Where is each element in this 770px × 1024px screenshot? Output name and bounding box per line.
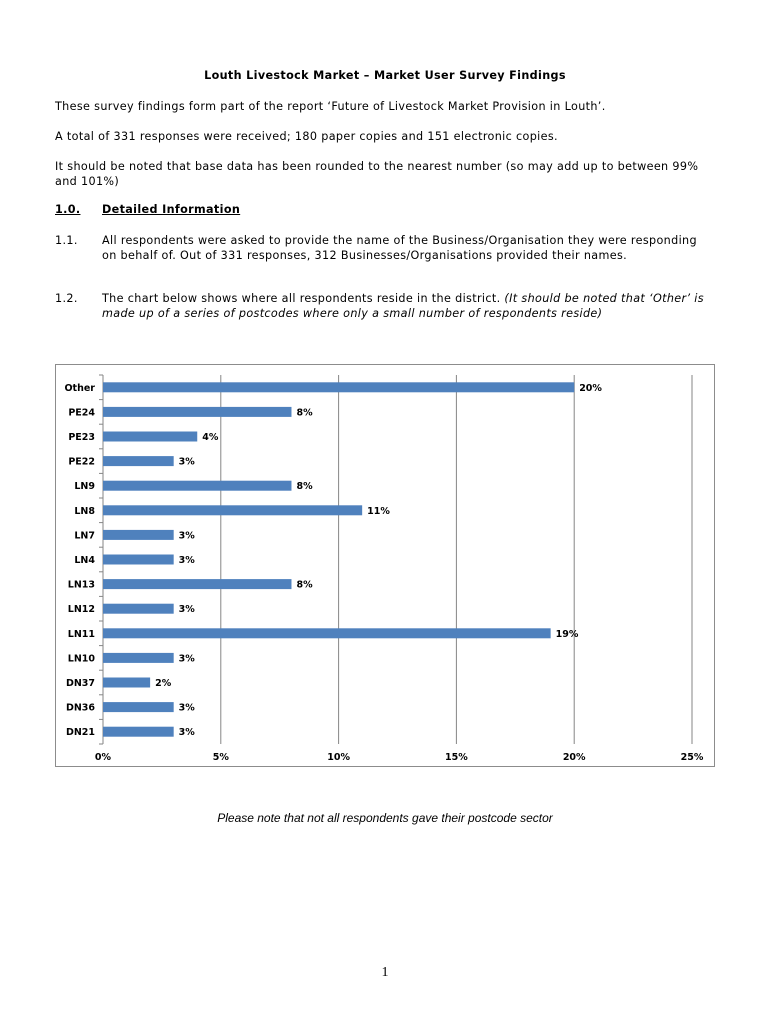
data-label: 3% <box>178 653 195 665</box>
data-label: 3% <box>178 727 195 739</box>
item-text-1-1: All respondents were asked to provide the name of the Business/Organisation they were responding on behalf of. Out of 331 responses, 312 Businesses/Organisations provided their names. <box>102 234 697 262</box>
category-label: Other <box>64 382 95 394</box>
bar <box>103 456 174 466</box>
chart-svg <box>56 365 716 768</box>
bar <box>103 678 150 688</box>
item-number-1-2: 1.2. <box>55 292 78 305</box>
category-label: PE24 <box>68 407 95 419</box>
bar <box>103 579 291 589</box>
bar <box>103 505 362 515</box>
chart-note: Please note that not all respondents gave their postcode sector <box>217 811 553 825</box>
x-tick-label: 0% <box>94 752 112 763</box>
item-number-1-1: 1.1. <box>55 234 78 247</box>
bar <box>103 382 574 392</box>
data-label: 8% <box>296 481 313 493</box>
category-label: LN9 <box>74 481 95 493</box>
section-title: Detailed Information <box>102 203 241 216</box>
x-tick-label: 15% <box>445 752 468 763</box>
bar <box>103 604 174 614</box>
data-label: 8% <box>296 407 313 419</box>
bar <box>103 727 174 737</box>
data-label: 8% <box>296 579 313 591</box>
category-label: PE22 <box>68 456 95 468</box>
data-label: 2% <box>155 678 172 689</box>
category-label: DN21 <box>65 727 95 739</box>
bar <box>103 555 174 565</box>
category-label: LN8 <box>74 505 95 517</box>
category-label: DN37 <box>65 678 95 689</box>
data-label: 3% <box>178 456 195 468</box>
item-text-1-2-italic: (It should be noted that ‘Other’ is made up of a series of postcodes where only a small number of respondents reside) <box>102 292 704 320</box>
data-label: 3% <box>178 702 195 714</box>
responses-paragraph: A total of 331 responses were received; 180 paper copies and 151 electronic copies. <box>55 130 558 143</box>
intro-paragraph: These survey findings form part of the report ‘Future of Livestock Market Provision in Louth’. <box>55 100 606 113</box>
bar <box>103 530 174 540</box>
x-tick-label: 20% <box>562 752 586 763</box>
document-title: Louth Livestock Market – Market User Survey Findings <box>204 69 566 82</box>
category-label: PE23 <box>68 432 95 443</box>
category-label: LN11 <box>67 628 95 640</box>
data-label: 19% <box>555 628 579 640</box>
item-text-1-2 <box>102 291 712 321</box>
data-label: 3% <box>178 555 195 566</box>
data-label: 4% <box>202 432 219 443</box>
bar <box>103 481 291 491</box>
bar <box>103 628 551 638</box>
bar <box>103 653 174 663</box>
rounding-note-paragraph: It should be noted that base data has been rounded to the nearest number (so may add up to between 99% and 101%) <box>55 160 699 188</box>
data-label: 20% <box>579 382 602 394</box>
bar <box>103 702 174 712</box>
category-label: LN7 <box>74 530 95 542</box>
data-label: 11% <box>367 505 390 517</box>
item-text-1-2-main: The chart below shows where all respondents reside in the district. <box>102 292 501 305</box>
section-number: 1.0. <box>55 203 81 216</box>
x-tick-label: 10% <box>327 752 350 763</box>
x-tick-label: 25% <box>680 752 704 763</box>
bar <box>103 432 197 442</box>
data-label: 3% <box>178 604 195 616</box>
postcode-bar-chart <box>55 364 715 767</box>
bar <box>103 407 291 417</box>
category-label: LN12 <box>67 604 95 616</box>
page-number: 1 <box>381 965 389 980</box>
category-label: LN4 <box>74 555 95 566</box>
data-label: 3% <box>178 530 195 542</box>
category-label: DN36 <box>65 702 95 714</box>
x-tick-label: 5% <box>212 752 229 763</box>
category-label: LN10 <box>67 653 95 665</box>
category-label: LN13 <box>67 579 95 591</box>
